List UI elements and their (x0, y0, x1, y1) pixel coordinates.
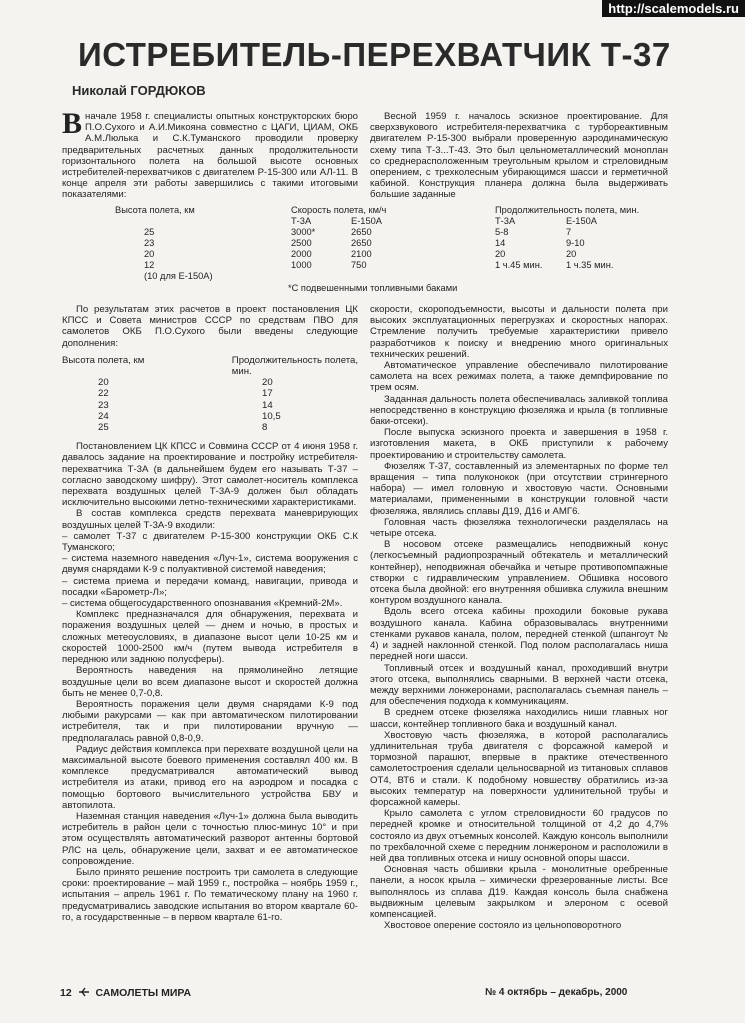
list-item: – система общегосударственного опознавания «Кремний-2М». (62, 598, 343, 610)
intro-text: начале 1958 г. специалисты опытных конструкторских бюро П.О.Сухого и А.И.Микояна совместно с ЦАГИ, ЦИАМ, ОКБ А.М.Люлька и С.К.Туманского проводили проверку предварительных расчетных данных продолжительности горизонтального полета на большой высоте основных истребителей-перехватчиков с двигателем Р-15-300 или АЛ-11. В конце апреля эти работы завершились с такими итоговыми показателями: (62, 111, 358, 201)
dropcap: В (62, 107, 83, 140)
table-cell: 2100 (351, 249, 372, 259)
table-cell: 7 (566, 227, 572, 237)
table-cell: 9-10 (566, 238, 585, 248)
paragraph: Радиус действия комплекса при перехвате воздушной цели на максимальной высоте боевого применения составлял 400 км. В комплексе предусматривался автоматический вывод истребителя из атаки, привод его на аэродром и посадка с помощью бортового вычислительного устройства БВУ и автопилота. (62, 743, 358, 811)
paragraph: Топливный отсек и воздушный канал, проходивший внутри этого отсека, выполнялись сварными. В верхней части отсека, между верхними лонжеронами, располагалась съемная панель – для обеспечения подхода к коммуникациям. (370, 662, 668, 708)
table-cell: 8 (262, 422, 268, 434)
paragraph: Основная часть обшивки крыла - монолитные оребренные панели, а носок крыла – химически фрезерованные листы. Все выполнялось из сплава Д19. Каждая консоль была снабжена выдвижным целевым закрылком и элероном с осевой компенсацией. (370, 864, 668, 920)
table-cell: 1000 (291, 260, 312, 270)
table-cell: 20 (495, 249, 506, 259)
table-cell: 24 (98, 410, 109, 422)
table-note-extra: (10 для Е-150А) (144, 271, 213, 281)
page-number: 12 (60, 987, 72, 999)
intro-left (62, 107, 358, 201)
table-sub: Е-150А (351, 216, 383, 226)
article-title: ИСТРЕБИТЕЛЬ-ПЕРЕХВАТЧИК Т-37 (78, 36, 671, 73)
table-cell: 20 (566, 249, 577, 259)
magazine-name: САМОЛЕТЫ МИРА (95, 987, 192, 999)
footer-issue: № 4 октябрь – декабрь, 2000 (485, 987, 628, 998)
paragraph: Было принято решение построить три самолета в следующие сроки: проектирование – май 1959 г., постройка – ноябрь 1959 г., испытания – апрель 1961 г. По тематическому плану на 1960 г. предусматривались заводские испытания во втором квартале 60-го, а государственные – в первом квартале 61-го. (62, 866, 358, 923)
table-cell: 14 (262, 399, 273, 411)
paragraph: Автоматическое управление обеспечивало пилотирование самолета на всех режимах полета, а также демпфирование по трем осям. (370, 360, 668, 394)
paragraph: Постановлением ЦК КПСС и Совмина СССР от 4 июня 1958 г. давалось задание на проектирование и постройку истребителя-перехватчика Т-3А (в дальнейшем будем его называть Т-37 – согласно заводскому шифру). Этот самолет-носитель комплекса перехвата воздушных целей Т-3А-9 должен был обладать исключительно высокими летно-техническими характеристиками. (62, 441, 358, 509)
paragraph: В среднем отсеке фюзеляжа находились ниши главных ног шасси, контейнер топливного бака и воздушный канал. (370, 707, 668, 730)
table-cell: 20 (98, 377, 109, 389)
table-cell: 2500 (291, 238, 312, 248)
paragraph: Заданная дальность полета обеспечивалась заливкой топлива непосредственно в конструкцию фюзеляжа и крыла (в топливные баки-отсеки). (370, 393, 668, 428)
table-cell: 20 (144, 249, 155, 259)
table-header-duration: Продолжительность полета, мин. (495, 205, 640, 215)
table-header: Высота полета, км (62, 354, 145, 366)
table-cell: 2650 (351, 227, 372, 237)
table-cell: 17 (262, 388, 273, 400)
paragraph: В состав комплекса средств перехвата маневрирующих воздушных целей Т-3А-9 входили: (62, 508, 358, 531)
table-cell: 12 (144, 260, 155, 270)
table-cell: 20 (262, 377, 273, 389)
table-cell: 22 (98, 388, 109, 400)
paragraph: Весной 1959 г. началось эскизное проектирование. Для сверхзвукового истребителя-перехватчика с турбореактивным двигателем Р-15-300 выбрали проверенную аэродинамическую схему типа Т-3...Т-43. Это был цельнометаллический моноплан со среднерасположенным треугольным крылом и стреловидным оперением, с трехколесным убирающимся шасси и герметичной кабиной. Конструкция планера должна была выдерживать большие заданные (370, 111, 668, 201)
paragraph: Вероятность наведения на прямолинейно летящие воздушные цели во всем диапазоне высот и скоростей должна быть не менее 0,7-0,8. (62, 665, 358, 699)
paragraph: Комплекс предназначался для обнаружения, перехвата и поражения воздушных целей — днем и ночью, в простых и сложных метеоусловиях, в диапазоне высот цели 10-25 км и скоростей 1000-2500 км/ч (путем вывода истребителя в переднюю или заднюю полусферы). (62, 609, 358, 666)
right-column (370, 304, 668, 931)
table-cell: 3000* (291, 227, 316, 237)
table-cell: 2650 (351, 238, 372, 248)
plane-icon (78, 987, 90, 997)
paragraph: скорости, скороподъемности, высоты и дальности полета при высоких эксплуатационных перегрузках и скоростных напорах. Стремление получить требуемые характеристики привело разработчиков к поиску и внедрению много оригинальных технических решений. (370, 304, 668, 360)
table-cell: 14 (495, 238, 506, 248)
author: Николай ГОРДЮКОВ (72, 83, 206, 98)
table-header-speed: Скорость полета, км/ч (291, 205, 387, 215)
list-item: – самолет Т-37 с двигателем Р-15-300 конструкции ОКБ С.К Туманского; (62, 530, 358, 554)
table-header-altitude: Высота полета, км (115, 205, 195, 215)
list-item: – система приема и передачи команд, навигации, привода и посадки «Барометр-Л»; (62, 575, 358, 598)
paragraph: Фюзеляж Т-37, составленный из элементарных по форме тел вращения – типа полуконокок (при отсутствии стрингерного набора) — имел головную и хвостовую части. Основными материалами, примененными в конструкции головной части фюзеляжа, являлись сплавы Д19, Д16 и АМГ6. (370, 460, 668, 517)
list-item: – система наземного наведения «Луч-1», система вооружения с двумя снарядами К-9 с полуактивной системой наведения; (62, 553, 358, 576)
table-sub: Е-150А (566, 216, 598, 226)
table-cell: 5-8 (495, 227, 509, 237)
paragraph: Крыло самолета с углом стреловидности 60 градусов по передней кромке и относительной толщиной от 4,2 до 4,7% состояло из двух отъемных консолей. Каждую консоль выполнили по трехбалочной схеме с передним лонжероном и расположили в ней два топливных отсека и нишу основной опоры шасси. (370, 808, 668, 864)
paragraph: В носовом отсеке размещались неподвижный конус (легкосъемный радиопрозрачный обтекатель и металлический контейнер), неподвижная обечайка и четыре противопомпажные створки с гидравлическим управлением. Обшивка носового отсека была двойной: его внутренняя обшивка служила внешним контуром воздушного канала. (370, 539, 668, 607)
table-footnote: *С подвешенными топливными баками (288, 283, 458, 293)
table-cell: 1 ч.35 мин. (566, 260, 614, 270)
table-cell: 25 (144, 227, 155, 237)
table-cell: 23 (144, 238, 155, 248)
paragraph: Хвостовую часть фюзеляжа, в которой располагались удлинительная труба двигателя с форсажной камерой и тормозной парашют, впервые в практике отечественного самолетостроения сделали цельносварной из титановых сплавов ОТ4, ВТ6 и стали. К подобному новшеству обратились из-за высоких температур на поверхности удлинительной трубы и форсажной камеры. (370, 729, 668, 808)
table-cell: 1 ч.45 мин. (495, 260, 543, 270)
paragraph: Головная часть фюзеляжа технологически разделялась на четыре отсека. (370, 516, 668, 540)
table-header: Продолжительность полета, мин. (231, 354, 358, 378)
table-cell: 23 (98, 399, 109, 411)
duration-table (62, 355, 358, 433)
performance-table (115, 205, 675, 295)
paragraph: После выпуска эскизного проекта и завершения в 1958 г. изготовления макета, в ОКБ приступили к рабочему проектированию и строительству самолета. (370, 427, 668, 461)
paragraph: Хвостовое оперение состояло из цельноповоротного (384, 920, 622, 932)
table-sub: Т-3А (291, 216, 312, 226)
paragraph: Вероятность поражения цели двумя снарядами К-9 под любыми ракурсами — как при автоматическом пилотировании истребителя, так и при пилотировании вручную — предполагалась равной 0,8-0,9. (62, 698, 358, 744)
table-cell: 2000 (291, 249, 312, 259)
left-column (62, 304, 358, 923)
table-sub: Т-3А (495, 216, 516, 226)
paragraph: Вдоль всего отсека кабины проходили боковые рукава воздушного канала. Кабина образовывалась внутренними стенками рукавов канала, полом, передней стенкой (шпангоут № 4) и задней наклонной стенкой. Под полом располагалась ниша передней ноги шасси. (370, 606, 668, 663)
paragraph: Наземная станция наведения «Луч-1» должна была выводить истребитель в район цели с точностью плюс-минус 10° и при этом осуществлять автоматический разворот антенны бортовой РЛС на цель, обнаружение цели, захват и ее автоматическое сопровождение. (62, 810, 358, 867)
table-cell: 25 (98, 422, 109, 434)
paragraph: По результатам этих расчетов в проект постановления ЦК КПСС и Совета министров СССР по средствам ПВО для самолетов ОКБ П.О.Сухого были введены следующие дополнения: (62, 304, 358, 349)
watermark: http://scalemodels.ru (602, 0, 745, 17)
footer-magazine (60, 987, 191, 999)
table-cell: 750 (351, 260, 367, 270)
intro-right (370, 111, 668, 201)
table-cell: 10,5 (262, 410, 281, 422)
